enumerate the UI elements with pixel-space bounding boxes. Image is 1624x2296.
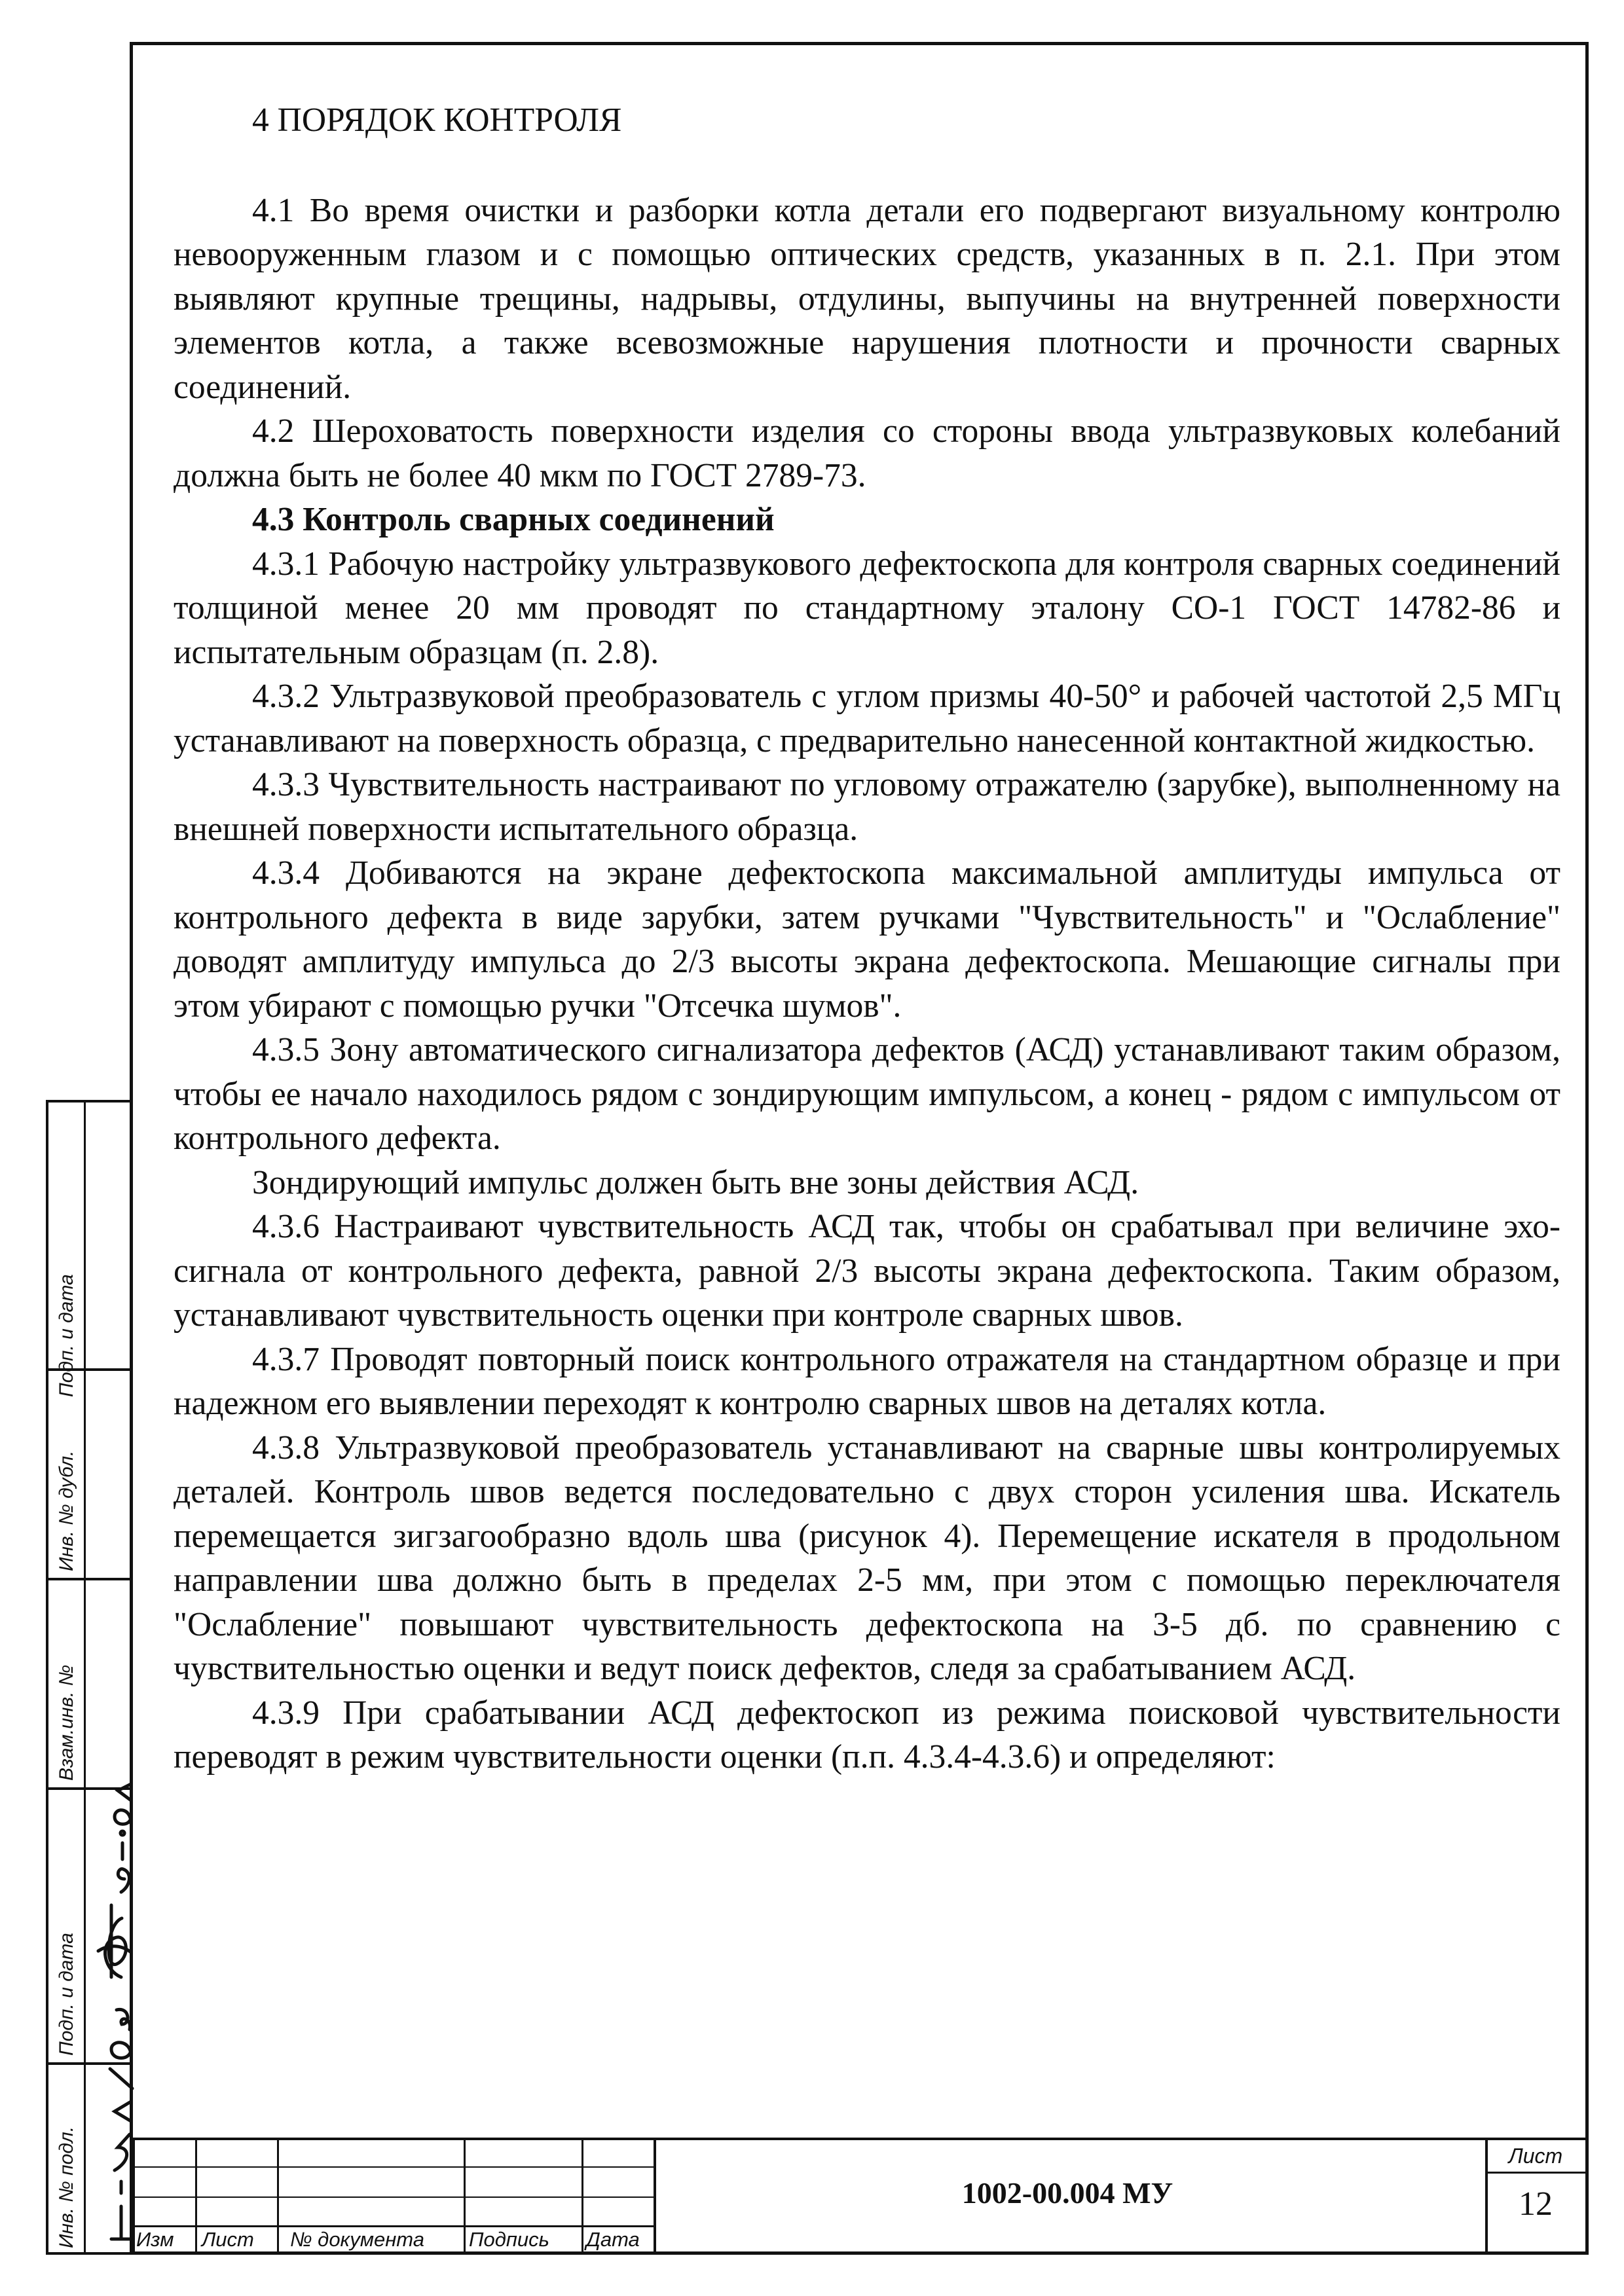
- paragraph-4-3-5: 4.3.5 Зону автоматического сигнализатора дефектов (АСД) устанавливают таким образом, чтобы ее начало находилось рядом с зондирующим импульсом, а конец - рядом с импульсом от контрольного дефекта.: [174, 1031, 1560, 1157]
- paragraph-4-3-1: 4.3.1 Рабочую настройку ультразвукового дефектоскопа для контроля сварных соединений толщиной менее 20 мм проводят по стандартному эталону СО-1 ГОСТ 14782-86 и испытательным образцам (п. 2.8).: [174, 545, 1560, 671]
- paragraph-4-3-9: 4.3.9 При срабатывании АСД дефектоскоп из режима поисковой чувствительности переводят в режим чувствительности оценки (п.п. 4.3.4-4.3.6) и определяют:: [174, 1694, 1560, 1776]
- titleblock-col-doc: № документа: [290, 2228, 424, 2251]
- document-number: 1002-00.004 МУ: [961, 2176, 1173, 2210]
- sidebar-label-podp-data-1: Подп. и дата: [56, 1274, 77, 1397]
- subsection-heading-4-3: 4.3 Контроль сварных соединений: [252, 501, 775, 538]
- paragraph-4-3-7: 4.3.7 Проводят повторный поиск контрольного отражателя на стандартном образце и при надежном его выявлении переходят к контролю сварных швов на деталях котла.: [174, 1340, 1560, 1422]
- titleblock-col-sign: Подпись: [469, 2228, 549, 2251]
- sidebar-label-podp-data-2: Подп. и дата: [56, 1933, 77, 2056]
- sheet-number: 12: [1519, 2185, 1553, 2223]
- sidebar-cell-vzam-inv: [48, 1580, 130, 1790]
- sidebar-cell-podp-data-1: [48, 1102, 130, 1397]
- titleblock-col-date: Дата: [586, 2228, 640, 2251]
- sidebar-cell-inv-dubl: [48, 1371, 130, 1580]
- paragraph-4-3-8: 4.3.8 Ультразвуковой преобразователь устанавливают на сварные швы контролируемых деталей. Контроль швов ведется последовательно с двух сторон усиления шва. Искатель перемещается зигзагообразно вдоль шва (рисунок 4). Перемещение искателя в продольном направлении шва должно быть в пределах 2-5 мм, при этом с помощью переключателя "Ослабление" повышают чувствительность дефектоскопа на 3-5 дб. по сравнению с чувствительностью оценки и ведут поиск дефектов, следя за срабатыванием АСД.: [174, 1429, 1560, 1687]
- paragraph-4-3-2: 4.3.2 Ультразвуковой преобразователь с углом призмы 40-50° и рабочей частотой 2,5 МГц устанавливают на поверхность образца, с предварительно нанесенной контактной жидкостью.: [174, 678, 1560, 759]
- sidebar-label-inv-dubl: Инв. № дубл.: [56, 1450, 77, 1571]
- handwritten-stamp-entries: [59, 1781, 138, 2252]
- paragraph-4-3-5-note: Зондирующий импульс должен быть вне зоны действия АСД.: [252, 1163, 1139, 1201]
- sidebar-label-inv-podl: Инв. № подл.: [56, 2126, 77, 2248]
- sidebar-label-vzam-inv: Взам.инв. №: [56, 1664, 77, 1781]
- section-heading: 4 ПОРЯДОК КОНТРОЛЯ: [252, 101, 622, 139]
- sheet-label: Лист: [1508, 2144, 1563, 2168]
- titleblock-col-izm: Изм: [136, 2228, 174, 2251]
- paragraph-4-3-4: 4.3.4 Добиваются на экране дефектоскопа максимальной амплитуды импульса от контрольного дефекта в виде зарубки, затем ручками "Чувствительность" и "Ослабление" доводят амплитуду импульса до 2/3 высоты экрана дефектоскопа. Мешающие сигналы при этом убирают с помощью ручки "Отсечка шумов".: [174, 854, 1560, 1025]
- paragraph-4-1: 4.1 Во время очистки и разборки котла детали его подвергают визуальному контролю невооруженным глазом и с помощью оптических средств, указанных в п. 2.1. При этом выявляют крупные трещины, надрывы, отдулины, выпучины на внутренней поверхности элементов котла, а также всевозможные нарушения плотности и прочности сварных соединений.: [174, 191, 1560, 406]
- paragraph-4-2: 4.2 Шероховатость поверхности изделия со стороны ввода ультразвуковых колебаний должна быть не более 40 мкм по ГОСТ 2789-73.: [174, 412, 1560, 494]
- paragraph-4-3-6: 4.3.6 Настраивают чувствительность АСД так, чтобы он срабатывал при величине эхо-сигнала от контрольного дефекта, равной 2/3 высоты экрана дефектоскопа. Таким образом, устанавливают чувствительность оценки при контроле сварных швов.: [174, 1208, 1560, 1334]
- paragraph-4-3-3: 4.3.3 Чувствительность настраивают по угловому отражателю (зарубке), выполненному на внешней поверхности испытательного образца.: [174, 766, 1560, 848]
- document-body: [174, 98, 1560, 1779]
- titleblock-col-list: Лист: [202, 2228, 254, 2251]
